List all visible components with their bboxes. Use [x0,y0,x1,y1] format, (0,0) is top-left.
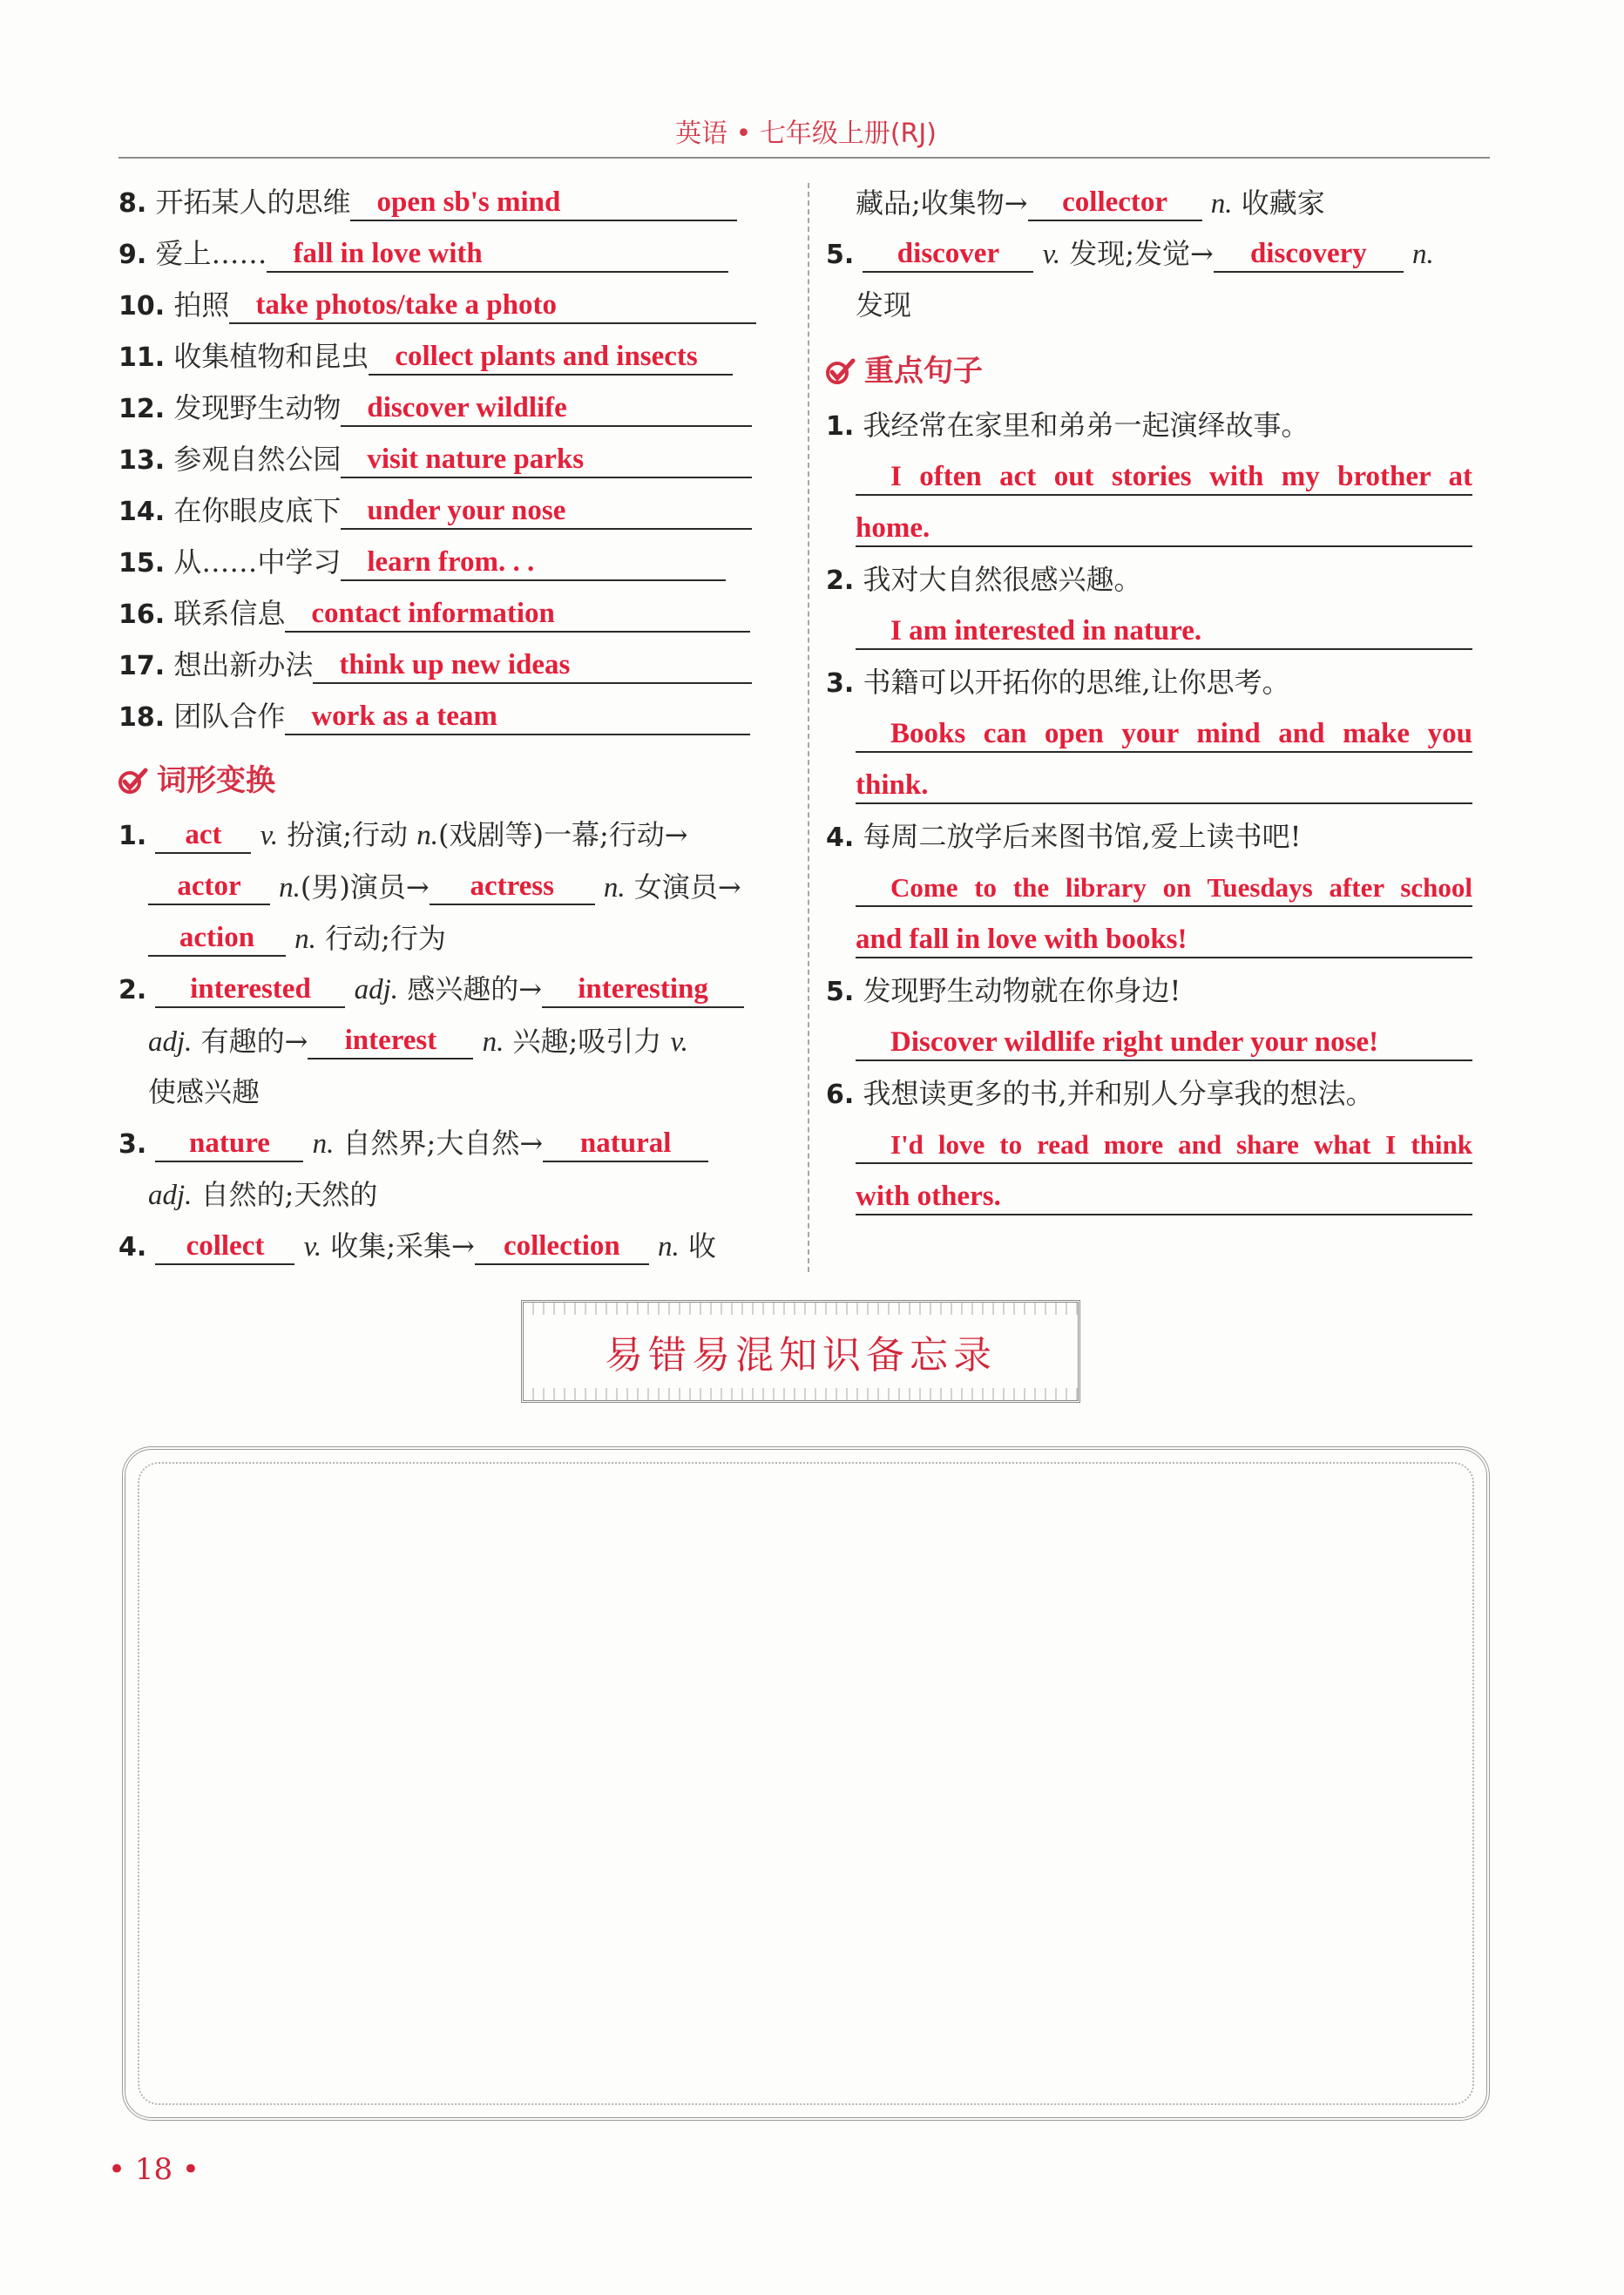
word-form-item-cont [856,185,1325,221]
item-number: 5. [826,977,855,1007]
definition-text: 收集;采集→ [321,1229,475,1263]
item-number: 3. [826,668,855,699]
answer-blank: action [148,920,286,957]
part-of-speech: v. [260,820,279,851]
word-form-item-cont [856,288,911,322]
definition-text: 使感兴趣 [148,1075,261,1108]
item-number: 13. [118,445,166,476]
item-number: 6. [826,1080,855,1110]
part-of-speech: adj. [148,1180,193,1211]
definition-text: 自然界;大自然→ [334,1127,544,1160]
sentence-chinese: 书籍可以开拓你的思维,让你思考。 [863,666,1290,699]
item-number: 9. [118,240,147,270]
answer-line: Discover wildlife right under your nose! [856,1025,1472,1061]
section-title-word-forms [118,756,275,799]
definition-text: 藏品;收集物→ [856,186,1028,220]
sentence-chinese: 每周二放学后来图书馆,爱上读书吧! [863,820,1302,853]
section-title-text: 词形变换 [157,763,275,798]
answer-blank: discovery [1214,236,1404,273]
word-form-item-cont [148,1023,688,1059]
answer-blank: nature [155,1126,303,1162]
word-form-item-cont [148,920,446,957]
part-of-speech: n. [416,820,438,851]
phrase-item [118,288,756,324]
item-number: 17. [118,651,166,681]
item-number: 4. [826,823,855,853]
phrase-chinese: 从……中学习 [173,545,342,579]
answer-blank: visit nature parks [341,442,752,478]
item-number: 12. [118,394,166,424]
item-number: 14. [118,497,166,527]
answer-blank: think up new ideas [313,647,752,684]
answer-line: I am interested in nature. [856,613,1472,650]
part-of-speech: n. [603,872,626,904]
phrase-chinese: 联系信息 [173,597,286,630]
definition-text: 感兴趣的→ [398,972,543,1005]
checkmark-icon [118,768,148,794]
phrase-item [118,699,750,735]
phrase-chinese: 想出新办法 [173,648,314,681]
answer-blank: fall in love with [267,236,728,273]
word-form-item-cont [148,1074,260,1109]
phrase-chinese: 拍照 [173,288,230,322]
phrase-item [118,442,752,478]
answer-blank: learn from. . . [341,545,726,581]
part-of-speech: n. [294,924,316,955]
answer-line: home. [856,511,1472,547]
definition-text: (戏剧等)一幕;行动→ [437,818,688,851]
word-form-item-cont [148,1177,377,1213]
sentence-chinese: 我想读更多的书,并和别人分享我的想法。 [863,1077,1374,1110]
memo-title: 易错易混知识备忘录 [605,1333,997,1378]
definition-text: 收藏家 [1232,186,1325,220]
phrase-item [118,236,728,273]
part-of-speech: v. [670,1026,688,1058]
part-of-speech: n. [1210,188,1233,220]
page-number: • 18 • [108,2152,200,2187]
item-number: 2. [118,975,147,1005]
word-form-item [118,817,688,854]
answer-blank: collector [1028,185,1202,221]
answer-blank: discover [863,236,1033,273]
answer-blank: take photos/take a photo [229,288,756,324]
sentence-item [826,665,1290,701]
definition-text: 有趣的→ [192,1025,308,1058]
checkmark-icon [826,358,856,384]
memo-inner-border [138,1462,1474,2105]
answer-line: and fall in love with books! [856,922,1472,958]
item-number: 8. [118,188,147,219]
answer-line: I'd love to read more and share what I think [856,1127,1472,1164]
answer-blank: under your nose [341,493,752,530]
answer-blank: interesting [542,971,744,1008]
answer-line: I often act out stories with my brother at [856,459,1472,496]
definition-text: 收 [679,1229,716,1263]
sentence-item [826,819,1302,856]
phrase-item [118,596,750,633]
phrase-chinese: 团队合作 [173,700,286,733]
phrase-item [118,545,726,581]
part-of-speech: n. [279,872,301,904]
definition-text: (男)演员→ [300,870,430,904]
definition-text: 女演员→ [625,870,741,904]
phrase-chinese: 在你眼皮底下 [173,494,342,527]
phrase-chinese: 开拓某人的思维 [155,186,351,219]
phrase-item [118,647,752,684]
answer-blank: collect plants and insects [369,339,733,376]
part-of-speech: n. [482,1026,504,1058]
answer-blank: natural [543,1126,708,1162]
header-divider [118,157,1490,159]
item-number: 15. [118,548,166,579]
memo-title-frame [521,1300,1080,1403]
part-of-speech: v. [1042,239,1061,270]
sentence-chinese: 发现野生动物就在你身边! [863,974,1181,1007]
definition-text: 扮演;行动 [278,818,417,851]
definition-text: 行动;行为 [315,922,446,955]
part-of-speech: adj. [148,1026,193,1058]
phrase-chinese: 发现野生动物 [173,391,342,424]
section-title-text: 重点句子 [864,354,983,389]
memo-box [122,1446,1490,2121]
sentence-item [826,408,1309,444]
sentence-item [826,562,1141,599]
definition-text: 发现 [856,288,912,322]
answer-blank: discover wildlife [341,390,752,427]
phrase-chinese: 爱上…… [155,237,267,270]
item-number: 5. [826,240,855,270]
part-of-speech: v. [303,1231,322,1263]
item-number: 1. [826,411,855,442]
answer-blank: work as a team [285,699,750,735]
part-of-speech: n. [1412,239,1434,270]
item-number: 2. [826,565,855,596]
answer-blank: collection [475,1229,649,1265]
phrase-item [118,185,737,221]
word-form-item [826,236,1434,273]
word-form-item [118,1126,708,1162]
item-number: 18. [118,702,166,733]
answer-blank: act [155,817,251,854]
item-number: 11. [118,342,166,373]
sentence-chinese: 我对大自然很感兴趣。 [863,563,1142,596]
word-form-item [118,971,744,1008]
answer-blank: interested [155,971,345,1008]
answer-blank: open sb's mind [350,185,737,221]
word-form-item [118,1229,716,1265]
sentence-item [826,1076,1374,1113]
phrase-chinese: 参观自然公园 [173,443,342,476]
sentence-item [826,973,1181,1010]
item-number: 4. [118,1232,147,1263]
answer-line: with others. [856,1179,1472,1215]
item-number: 10. [118,291,166,322]
part-of-speech: n. [312,1128,335,1160]
item-number: 1. [118,821,147,851]
answer-blank: collect [155,1229,294,1265]
part-of-speech: n. [658,1231,680,1263]
item-number: 3. [118,1129,147,1160]
answer-line: Books can open your mind and make you [856,716,1472,753]
word-form-item-cont [148,869,741,905]
answer-blank: actress [430,869,595,905]
answer-blank: interest [308,1023,473,1059]
phrase-item [118,339,733,376]
sentence-chinese: 我经常在家里和弟弟一起演绎故事。 [863,409,1309,442]
answer-line: think. [856,768,1472,804]
section-title-key-sentences [826,347,983,389]
definition-text: 发现;发觉→ [1060,237,1214,270]
item-number: 16. [118,599,166,630]
phrase-chinese: 收集植物和昆虫 [173,340,369,373]
page-header: 英语 • 七年级上册(RJ) [675,118,937,149]
phrase-item [118,493,752,530]
definition-text: 兴趣;吸引力 [504,1025,671,1058]
answer-line: Come to the library on Tuesdays after school [856,870,1472,907]
answer-blank: contact information [285,596,750,633]
answer-blank: actor [148,869,270,905]
phrase-item [118,390,752,427]
part-of-speech: adj. [354,974,399,1005]
definition-text: 自然的;天然的 [192,1178,378,1211]
column-divider [808,183,809,1272]
